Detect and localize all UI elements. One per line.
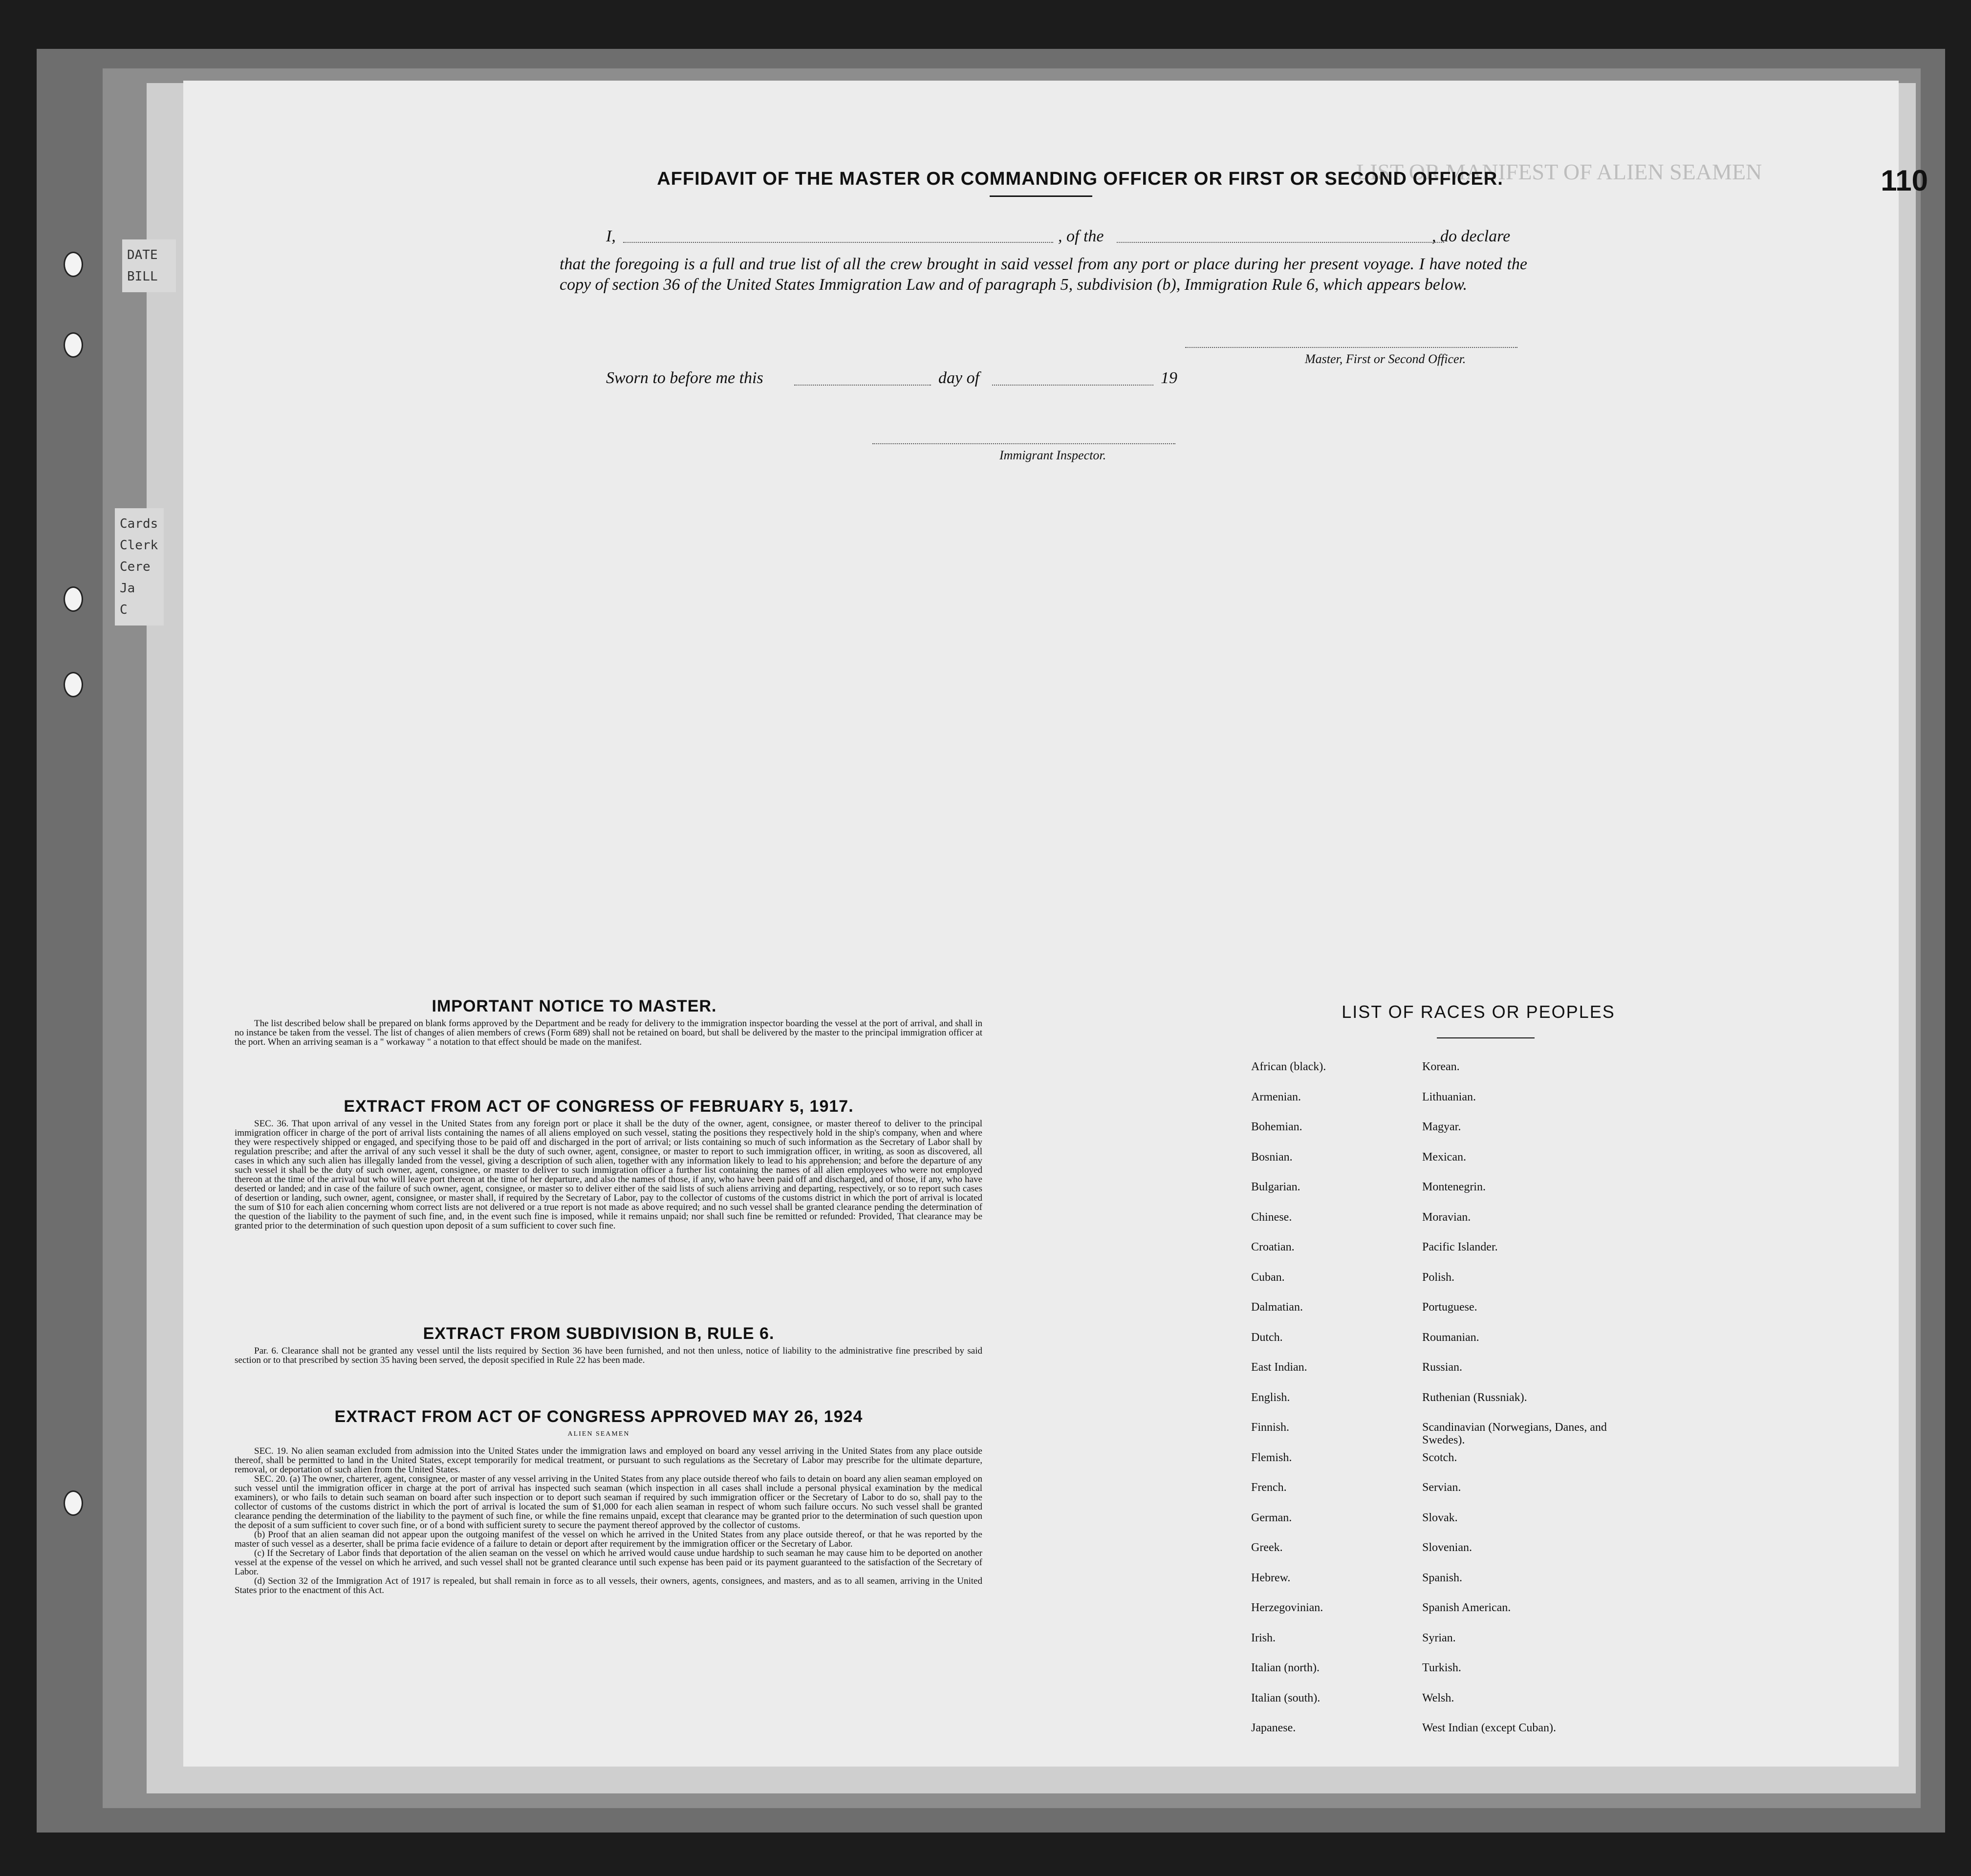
affidavit-of-the: , of the [1058,227,1104,245]
stamp-line: Cards [120,517,158,531]
race-item: Pacific Islander. [1422,1241,1498,1253]
race-item: Japanese. [1251,1722,1296,1734]
binder-hole [64,672,83,697]
race-item: West Indian (except Cuban). [1422,1722,1556,1734]
race-item: Slovenian. [1422,1541,1472,1554]
race-item: Bohemian. [1251,1121,1302,1133]
sec-20c-paragraph: (c) If the Secretary of Labor finds that deportation of the alien seaman on the vessel on which he arrived would cause undue hardship to such seaman he may cause him to be deported on another vessel at the expense of the vessel on which he arrived, and such vessel shall not be granted clearance until such expense has been paid or its payment guaranteed to the satisfaction of the Secretary of Labor. [235,1548,982,1577]
sworn-label: Sworn to before me this [606,369,763,387]
sworn-month-field[interactable] [992,385,1153,386]
race-item: Dalmatian. [1251,1301,1303,1314]
race-item: Scandinavian (Norwegians, Danes, and Swedes). [1422,1421,1607,1446]
notice-paragraph: The list described below shall be prepared on blank forms approved by the Department and be ready for delivery to the immigration inspector boarding the vessel at the port of arrival, and shall in no instance be taken from the vessel. The list of changes of alien members of crews (Form 689) shall not be retained on board, but shall be delivered by the master to the principal immigration officer at the port. When an arriving seaman is a " workaway " a notation to that effect should be made on the manifest. [235,1018,982,1047]
stamp-line: Cere [120,560,151,574]
race-item: Lithuanian. [1422,1090,1476,1103]
race-item: English. [1251,1391,1290,1404]
sec-20b-paragraph: (b) Proof that an alien seaman did not appear upon the outgoing manifest of the vessel on which he arrived in the United States from any place outside thereof, or that he was reported by the master of such vessel as a deserter, shall be prima facie evidence of a failure to detain or deport after requirement by the immigration officer or the Secretary of Labor. [235,1530,982,1549]
page-number: 110 [1881,164,1928,197]
title-underline [990,195,1092,197]
race-item: Welsh. [1422,1691,1454,1704]
race-item: Cuban. [1251,1271,1285,1284]
section-36-paragraph: SEC. 36. That upon arrival of any vessel in the United States from any foreign port or place it shall be the duty of the owner, agent, consignee, or master thereof to deliver to the principal immigration officer in charge of the port of arrival lists containing the names of all aliens employed on such vessel, stating the positions they respectively hold in the ship's company, when and where they were respectively shipped or engaged, and specifying those to be paid off and discharged in the port of arrival; or lists containing so much of such information as the Secretary of Labor shall by regulation prescribe; and after the arrival of any such vessel it shall be the duty of such owner, agent, consignee, or master to report to such immigration officer, in writing, as soon as discovered, all cases in which any such alien has illegally landed from the vessel, giving a description of such alien, together with any information likely to lead to his apprehension; and before the departure of any such vessel it shall be the duty of such owner, agent, consignee, or master to deliver to such immigration officer a further list containing the names of all alien employees who were not employed thereon at the time of the arrival but who will leave port thereon at the time of her departure, and also the names of those, if any, who have been paid off and discharged, and of those, if any, who have deserted or landed; and in case of the failure of such owner, agent, consignee, or master so to deliver either of the said lists of such aliens arriving and departing, respectively, or so to report such cases of desertion or landing, such owner, agent, consignee, or master shall, if required by the Secretary of Labor, pay to the collector of customs of the customs district in which the port of arrival is located the sum of $10 for each alien concerning whom correct lists are not delivered or a true report is not made as above required; and no such vessel shall be granted clearance pending the determination of the question of the liability to the payment of such fine, and, in the event such fine is imposed, while it remains unpaid; nor shall such fine be remitted or refunded: Provided, That clearance may be granted prior to the determination of such question upon deposit of a sum sufficient to cover such fine. [235,1119,982,1231]
race-item: African (black). [1251,1060,1326,1073]
race-item: Bulgarian. [1251,1181,1300,1193]
race-item: Moravian. [1422,1210,1471,1224]
race-item: Roumanian. [1422,1331,1479,1344]
stamp-line: Clerk [120,538,158,553]
bleed-through-heading: LIST OR MANIFEST OF ALIEN SEAMEN [1356,159,1762,184]
race-item: Chinese. [1251,1210,1292,1224]
race-item: Croatian. [1251,1241,1295,1253]
sec-20a-paragraph: SEC. 20. (a) The owner, charterer, agent, consignee, or master of any vessel arriving in the United States from any place outside thereof who fails to detain on board any alien seaman employed on such vessel until the immigration officer in charge at the port of arrival has inspected such seaman (which inspection in all cases shall include a personal physical examination by the medical examiners), or who fails to detain such seaman on board after such inspection or to deport such seaman if required by such immigration officer or the Secretary of Labor to do so, shall pay to the collector of customs of the customs district in which the port of arrival is located the sum of $1,000 for each alien seaman in respect of whom such failure occurs. No such vessel shall be granted clearance pending the determination of the liability to the payment of such fine, or while the fine remains unpaid, except that clearance may be granted prior to the determination of such question upon the deposit of a sum sufficient to cover such fine, or of a bond with sufficient surety to secure the payment thereof approved by the collector of customs. [235,1474,982,1531]
notice-text [235,1019,982,1047]
race-item: Magyar. [1422,1121,1461,1133]
sworn-day-field[interactable] [794,385,931,386]
sec-20d-paragraph: (d) Section 32 of the Immigration Act of 1917 is repealed, but shall remain in force as to all vessels, their owners, agents, consignees, and masters, and as to all seamen, arriving in the United States prior to the enactment of this Act. [235,1576,982,1596]
race-item: Italian (north). [1251,1661,1320,1674]
race-item: German. [1251,1511,1292,1524]
races-column-left [1251,1060,1408,1752]
extract-1924-title: EXTRACT FROM ACT OF CONGRESS APPROVED MAY 26, 1924 [334,1407,863,1426]
extract-1917-title: EXTRACT FROM ACT OF CONGRESS OF FEBRUARY 5, 1917. [344,1097,854,1116]
races-column-right [1422,1060,1618,1752]
race-item: Greek. [1251,1541,1283,1554]
stamp-line: Ja [120,581,135,596]
binder-hole [64,252,83,277]
race-item: Polish. [1422,1271,1455,1284]
race-item: Dutch. [1251,1331,1283,1344]
race-item: Flemish. [1251,1451,1292,1464]
sec-19-paragraph: SEC. 19. No alien seaman excluded from admission into the United States under the immigration laws and employed on board any vessel arriving in the United States from any place outside thereof, shall be permitted to land in the United States, except temporarily for medical treatment, or pursuant to such regulations as the Secretary of Labor may prescribe for the ultimate departure, removal, or deportation of such alien from the United States. [235,1446,982,1475]
extract-rule6-title: EXTRACT FROM SUBDIVISION B, RULE 6. [423,1324,775,1343]
master-name-field[interactable] [623,242,1053,243]
side-stamp-middle [115,508,164,625]
race-item: Spanish. [1422,1571,1463,1584]
race-item: Turkish. [1422,1661,1461,1674]
side-stamp-top [122,239,176,292]
race-item: Armenian. [1251,1090,1301,1103]
race-item: East Indian. [1251,1361,1307,1374]
race-item: Russian. [1422,1361,1463,1374]
extract-1924-text [235,1446,982,1595]
race-item: Mexican. [1422,1150,1466,1164]
race-item: Finnish. [1251,1421,1290,1434]
extract-1917-text [235,1119,982,1230]
race-item: Korean. [1422,1060,1460,1073]
binder-hole [64,332,83,358]
race-item: Bosnian. [1251,1150,1293,1164]
race-item: Hebrew. [1251,1571,1291,1584]
race-item: Montenegrin. [1422,1181,1486,1193]
affidavit-declaration: that the foregoing is a full and true list of all the crew brought in said vessel from any port or place during her present voyage. I have noted the copy of section 36 of the United States Immigration Law and of paragraph 5, subdivision (b), Immigration Rule 6, which appears below. [560,255,1527,294]
inspector-signature-label: Immigrant Inspector. [999,448,1106,462]
inspector-signature-line[interactable] [872,443,1175,444]
extract-rule6-text [235,1346,982,1365]
races-title: LIST OF RACES OR PEOPLES [1342,1002,1615,1022]
day-of-label: day of [938,369,980,387]
officer-signature-label: Master, First or Second Officer. [1305,352,1466,366]
year-prefix: 19 [1161,369,1177,387]
race-item: Servian. [1422,1481,1461,1494]
manifest-page [183,81,1928,1767]
alien-seamen-subtitle: ALIEN SEAMEN [567,1430,630,1438]
race-item: Slovak. [1422,1511,1458,1524]
rule6-paragraph: Par. 6. Clearance shall not be granted any vessel until the lists required by Section 36 have been furnished, and not then unless, notice of liability to the administrative fine prescribed by said section or to that prescribed by section 35 having been served, the deposit specified in Rule 22 has been made. [235,1346,982,1365]
races-title-underline [1437,1037,1535,1038]
race-item: Herzegovinian. [1251,1601,1323,1614]
race-item: Spanish American. [1422,1601,1511,1614]
notice-title: IMPORTANT NOTICE TO MASTER. [432,997,717,1015]
affidavit-title: AFFIDAVIT OF THE MASTER OR COMMANDING OFFICER OR FIRST OR SECOND OFFICER. [657,169,1503,189]
stamp-line: BILL [127,269,158,284]
race-item: Syrian. [1422,1631,1456,1644]
race-item: French. [1251,1481,1287,1494]
vessel-name-field[interactable] [1117,242,1444,243]
race-item: Portuguese. [1422,1301,1477,1314]
race-item: Italian (south). [1251,1691,1321,1704]
officer-signature-line[interactable] [1185,347,1517,348]
stamp-line: DATE [127,248,158,262]
race-item: Irish. [1251,1631,1276,1644]
binder-hole [64,586,83,612]
race-item: Scotch. [1422,1451,1457,1464]
binder-hole [64,1490,83,1516]
stamp-line: C [120,603,128,617]
affidavit-i-label: I, [606,227,616,245]
race-item: Ruthenian (Russniak). [1422,1391,1527,1404]
affidavit-do-declare: , do declare [1432,227,1511,245]
